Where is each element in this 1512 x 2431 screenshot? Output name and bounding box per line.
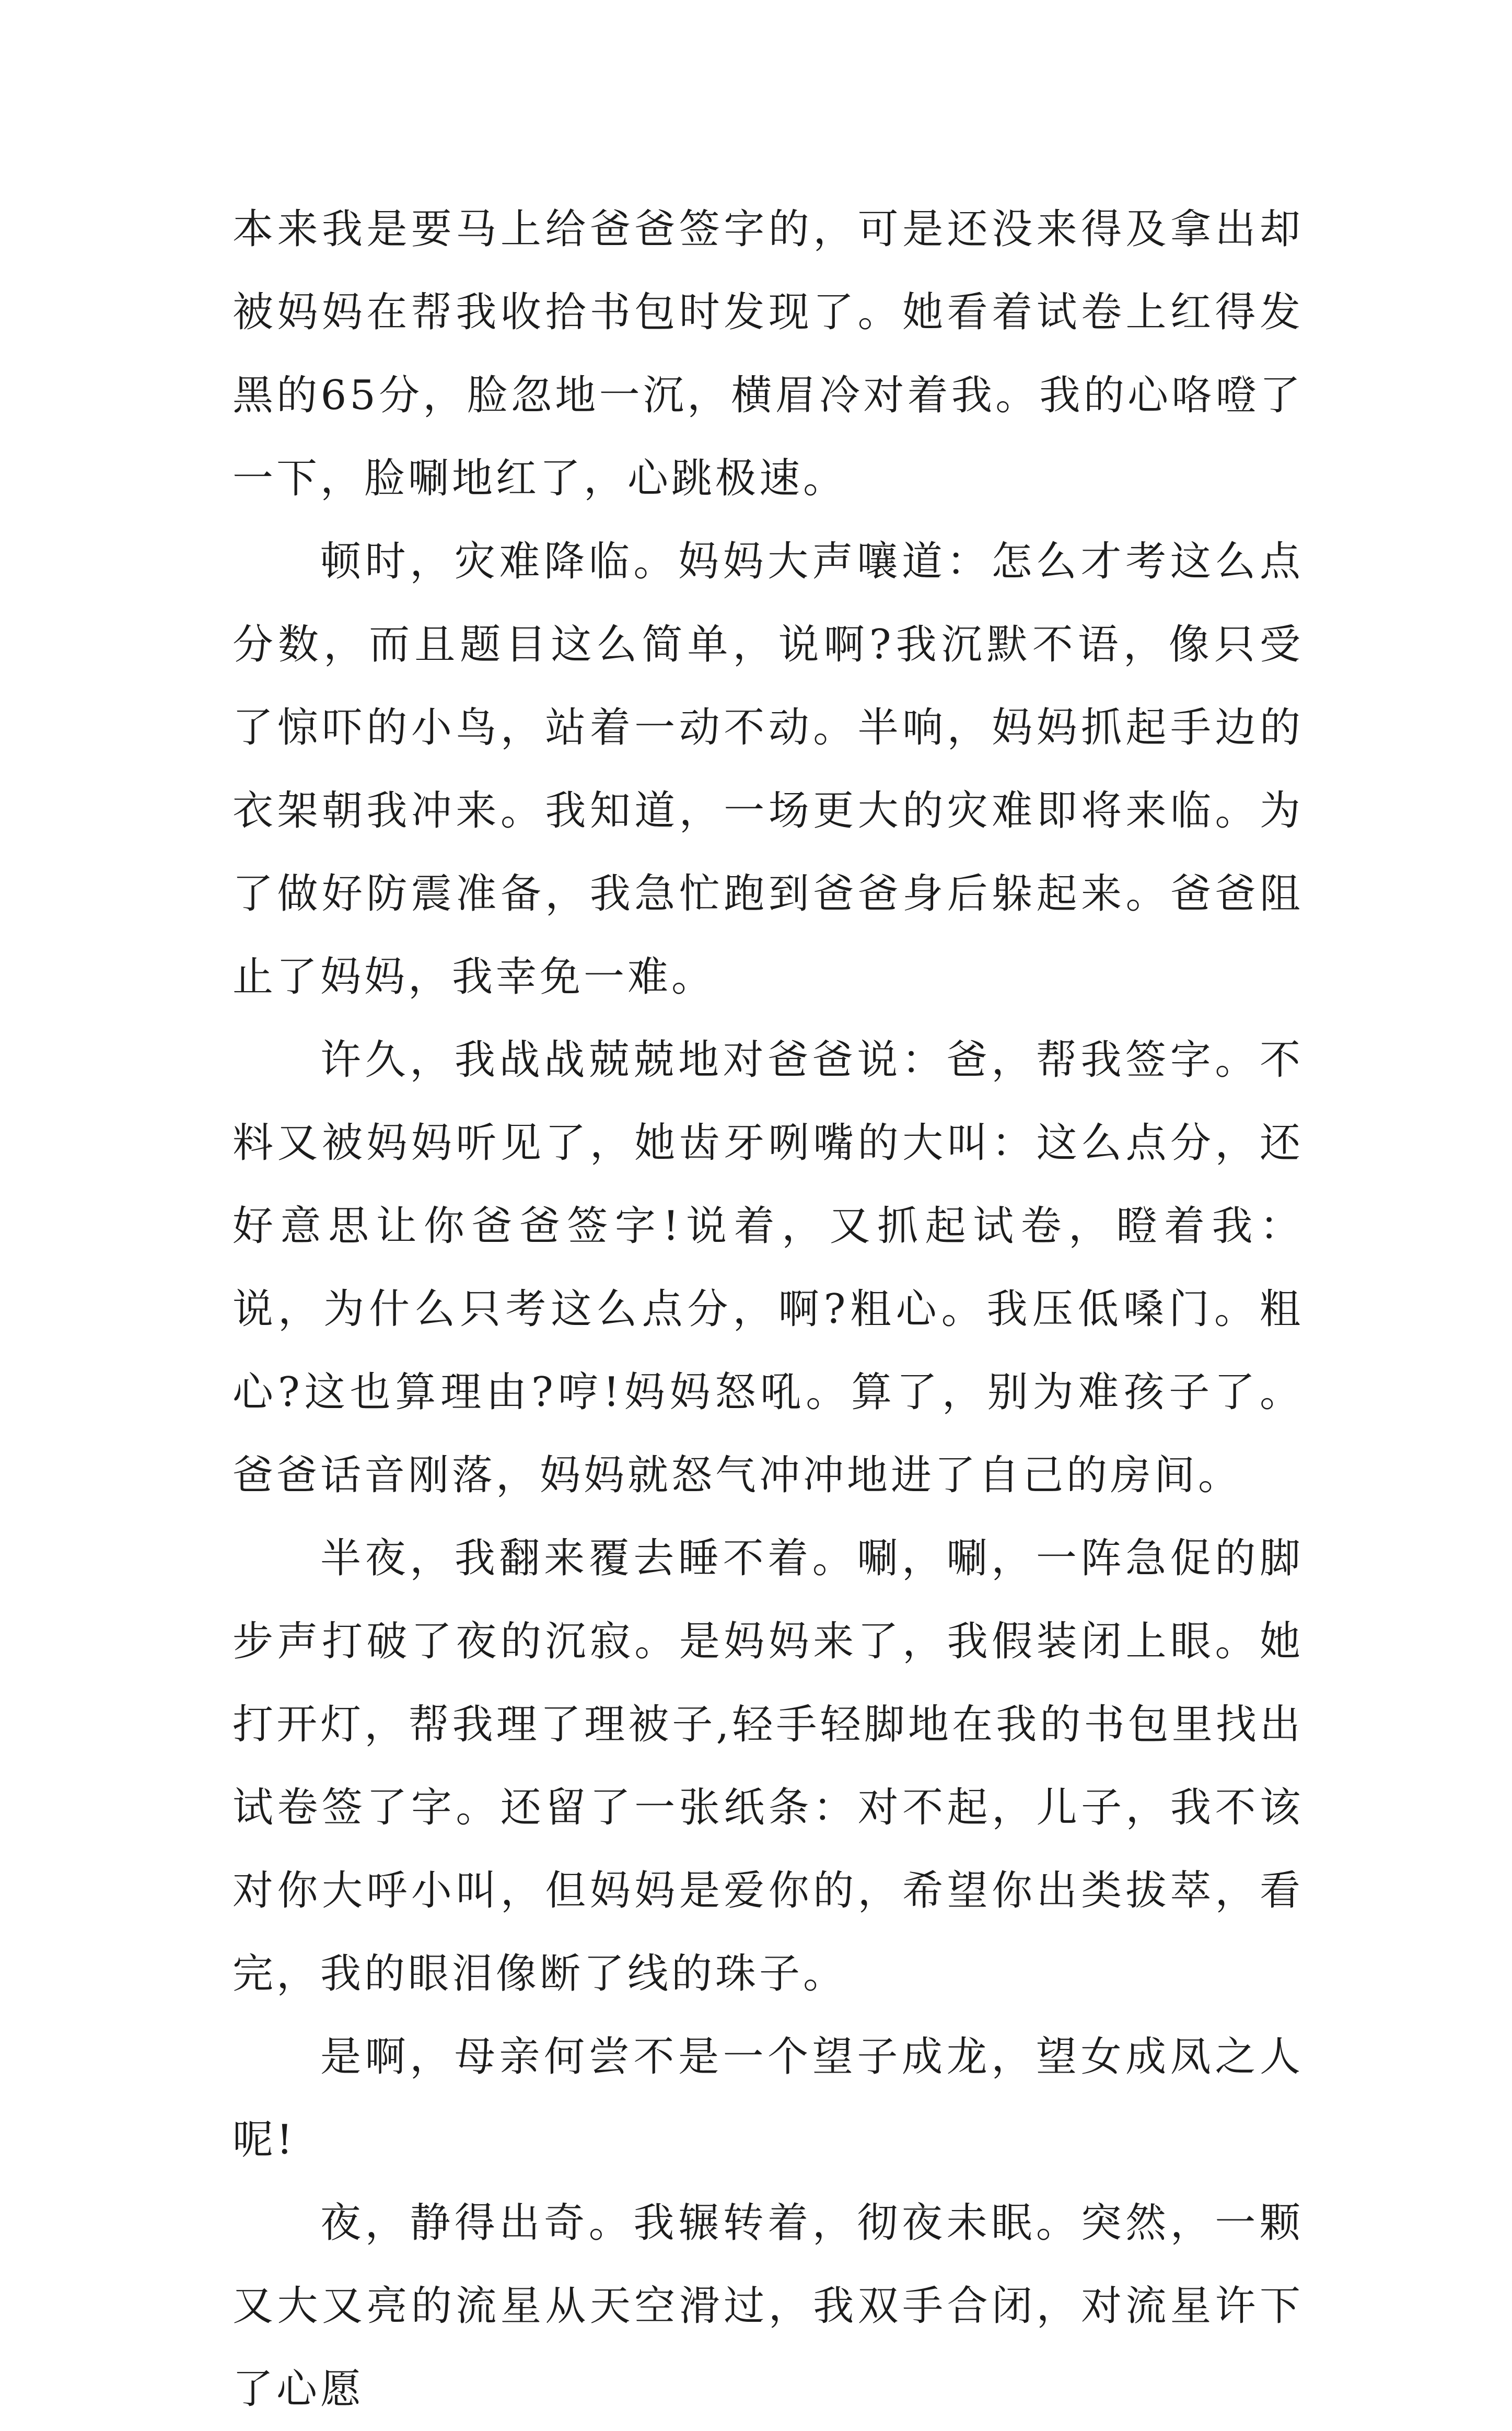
paragraph: 顿时，灾难降临。妈妈大声嚷道：怎么才考这么点分数，而且题目这么简单，说啊?我沉默不语，像只受了惊吓的小鸟，站着一动不动。半响，妈妈抓起手边的衣架朝我冲来。我知道，一场更大的灾难即将来临。为了做好防震准备，我急忙跑到爸爸身后躲起来。爸爸阻止了妈妈，我幸免一难。 xyxy=(232,538,1304,1001)
paragraph: 本来我是要马上给爸爸签字的，可是还没来得及拿出却被妈妈在帮我收拾书包时发现了。她看着试卷上红得发黑的65分，脸忽地一沉，横眉冷对着我。我的心咯噔了一下，脸唰地红了，心跳极速。 xyxy=(232,206,1304,502)
document-body xyxy=(232,188,1304,2431)
paragraph: 许久，我战战兢兢地对爸爸说：爸，帮我签字。不料又被妈妈听见了，她齿牙咧嘴的大叫：这么点分，还好意思让你爸爸签字!说着，又抓起试卷，瞪着我：说，为什么只考这么点分，啊?粗心。我压低嗓门。粗心?这也算理由?哼!妈妈怒吼。算了，别为难孩子了。爸爸话音刚落，妈妈就怒气冲冲地进了自己的房间。 xyxy=(232,1037,1304,1499)
paragraph: 是啊，母亲何尝不是一个望子成龙，望女成凤之人呢! xyxy=(232,2033,1304,2164)
paragraph: 夜，静得出奇。我辗转着，彻夜未眠。突然，一颗又大又亮的流星从天空滑过，我双手合闭，对流星许下了心愿 xyxy=(232,2200,1304,2413)
paragraph: 半夜，我翻来覆去睡不着。唰，唰，一阵急促的脚步声打破了夜的沉寂。是妈妈来了，我假装闭上眼。她打开灯，帮我理了理被子,轻手轻脚地在我的书包里找出试卷签了字。还留了一张纸条：对不起，儿子，我不该对你大呼小叫，但妈妈是爱你的，希望你出类拔萃，看完，我的眼泪像断了线的珠子。 xyxy=(232,1535,1304,1997)
